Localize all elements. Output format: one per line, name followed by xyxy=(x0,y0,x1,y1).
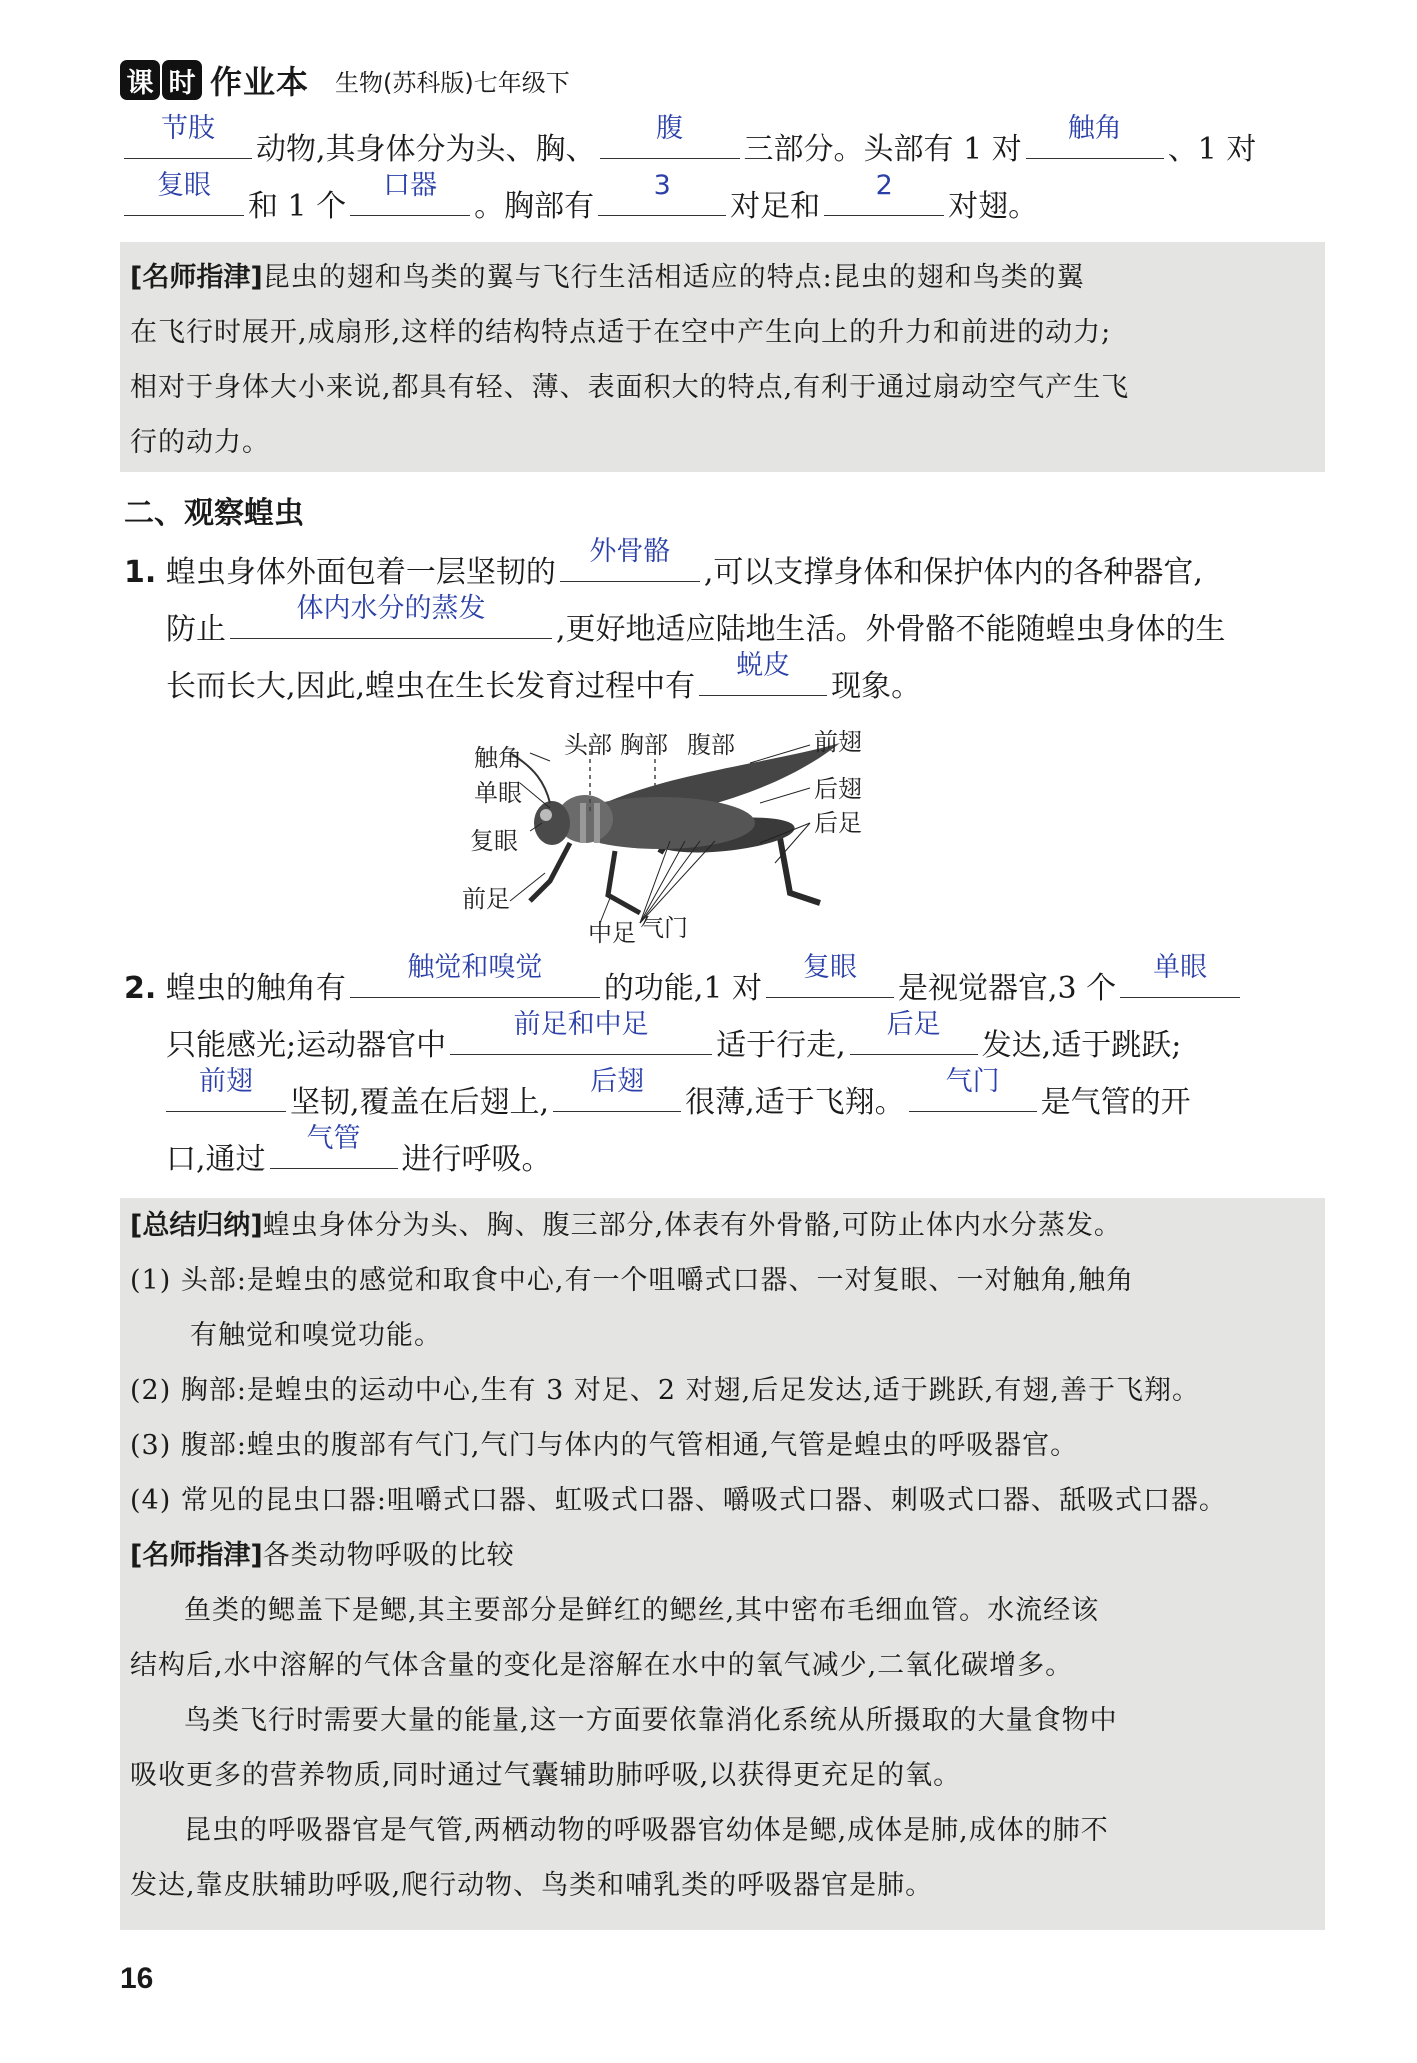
answer-blank[interactable] xyxy=(699,650,827,696)
answer-blank[interactable] xyxy=(824,170,944,216)
para1-line2 xyxy=(124,170,1039,230)
answer-text: 前足和中足 xyxy=(513,1009,649,1040)
answer-text: 单眼 xyxy=(1153,952,1208,983)
tip2-line: 结构后,水中溶解的气体含量的变化是溶解在水中的氧气减少,二氧化碳增多。 xyxy=(130,1650,1074,1681)
summary-line xyxy=(130,1206,1122,1246)
text: 只能感光;运动器官中 xyxy=(166,1028,447,1063)
text: 蝗虫的触角有 xyxy=(165,971,346,1006)
text: 口,通过 xyxy=(166,1142,266,1177)
section-title: 二、观察蝗虫 xyxy=(124,496,304,531)
tip-line: 行的动力。 xyxy=(130,427,270,458)
book-logo xyxy=(120,60,202,100)
answer-text: 外骨骼 xyxy=(589,536,671,567)
answer-text: 复眼 xyxy=(803,952,857,983)
answer-text: 口器 xyxy=(383,170,438,201)
label-foreleg: 前足 xyxy=(462,885,510,913)
answer-blank[interactable] xyxy=(1120,952,1240,998)
text: 坚韧,覆盖在后翅上, xyxy=(290,1085,550,1120)
tip-tag: [名师指津] xyxy=(130,1540,263,1571)
subject-label: 生物(苏科版)七年级下 xyxy=(335,68,570,97)
answer-text: 3 xyxy=(653,170,671,201)
tip-tag: [名师指津] xyxy=(130,262,263,293)
label-compound-eye: 复眼 xyxy=(470,827,518,855)
text: 动物,其身体分为头、胸、 xyxy=(256,132,596,167)
tip2-heading xyxy=(130,1536,515,1576)
label-hindleg: 后足 xyxy=(814,809,862,837)
tip-line: 在飞行时展开,成扇形,这样的结构特点适于在空中产生向上的升力和前进的动力; xyxy=(130,317,1112,348)
tip2-line: 鸟类飞行时需要大量的能量,这一方面要依靠消化系统从所摄取的大量食物中 xyxy=(184,1705,1118,1736)
page-header xyxy=(120,56,570,104)
text: 蝗虫身体外面包着一层坚韧的 xyxy=(165,555,556,590)
text: 。胸部有 xyxy=(474,189,595,224)
teacher-tip-box xyxy=(120,242,1325,472)
logo-char-2: 时 xyxy=(162,60,202,100)
book-title: 作业本 xyxy=(210,63,310,101)
text: ,可以支撑身体和保护体内的各种器官, xyxy=(703,555,1203,590)
answer-text: 节肢 xyxy=(161,113,215,144)
summary-line: (3) 腹部:蝗虫的腹部有气门,气门与体内的气管相通,气管是蝗虫的呼吸器官。 xyxy=(130,1430,1079,1461)
text: 、1 对 xyxy=(1167,132,1257,167)
answer-text: 后翅 xyxy=(590,1066,645,1097)
answer-blank[interactable] xyxy=(766,952,894,998)
answer-blank[interactable] xyxy=(598,170,726,216)
answer-blank[interactable] xyxy=(553,1066,681,1112)
text: 是视觉器官,3 个 xyxy=(898,971,1117,1006)
answer-text: 前翅 xyxy=(199,1066,253,1097)
answer-blank[interactable] xyxy=(166,1066,286,1112)
text: 现象。 xyxy=(831,669,922,704)
answer-text: 复眼 xyxy=(157,170,211,201)
summary-text: 蝗虫身体分为头、胸、腹三部分,体表有外骨骼,可防止体内水分蒸发。 xyxy=(262,1210,1122,1241)
answer-blank[interactable] xyxy=(450,1009,712,1055)
answer-blank[interactable] xyxy=(850,1009,978,1055)
text: 对翅。 xyxy=(948,189,1039,224)
summary-line: (1) 头部:是蝗虫的感觉和取食中心,有一个咀嚼式口器、一对复眼、一对触角,触角 xyxy=(130,1265,1135,1296)
answer-blank[interactable] xyxy=(124,113,252,159)
answer-text: 触觉和嗅觉 xyxy=(407,952,543,983)
text: 的功能,1 对 xyxy=(603,971,762,1006)
label-midleg: 中足 xyxy=(588,919,636,947)
tip2-line: 吸收更多的营养物质,同时通过气囊辅助肺呼吸,以获得更充足的氧。 xyxy=(130,1760,962,1791)
tip2-line: 发达,靠皮肤辅助呼吸,爬行动物、鸟类和哺乳类的呼吸器官是肺。 xyxy=(130,1870,934,1901)
page-number: 16 xyxy=(120,1962,154,1995)
label-thorax: 胸部 xyxy=(620,731,668,759)
text: 发达,适于跳跃; xyxy=(981,1028,1182,1063)
label-forewing: 前翅 xyxy=(814,728,862,756)
tip-text: 昆虫的翅和鸟类的翼与飞行生活相适应的特点:昆虫的翅和鸟类的翼 xyxy=(262,262,1085,293)
text: 是气管的开 xyxy=(1040,1085,1191,1120)
answer-blank[interactable] xyxy=(600,113,740,159)
answer-text: 气管 xyxy=(306,1123,361,1154)
grasshopper-figure xyxy=(462,723,1010,948)
answer-blank[interactable] xyxy=(1026,113,1164,159)
tip2-line: 昆虫的呼吸器官是气管,两栖动物的呼吸器官幼体是鳃,成体是肺,成体的肺不 xyxy=(184,1815,1109,1846)
tip-title: 各类动物呼吸的比较 xyxy=(262,1540,515,1571)
answer-text: 后足 xyxy=(886,1009,941,1040)
label-antenna: 触角 xyxy=(474,744,522,772)
label-spiracle: 气门 xyxy=(640,914,688,942)
text: 很薄,适于飞翔。 xyxy=(685,1085,905,1120)
summary-line: (2) 胸部:是蝗虫的运动中心,生有 3 对足、2 对翅,后足发达,适于跳跃,有翅,善于飞翔。 xyxy=(130,1375,1200,1406)
answer-text: 蜕皮 xyxy=(736,650,791,681)
summary-line: (4) 常见的昆虫口器:咀嚼式口器、虹吸式口器、嚼吸式口器、刺吸式口器、舐吸式口器。 xyxy=(130,1485,1227,1516)
label-head: 头部 xyxy=(564,731,612,759)
text: 和 1 个 xyxy=(248,189,347,224)
label-simple-eye: 单眼 xyxy=(474,779,522,807)
answer-blank[interactable] xyxy=(350,170,470,216)
label-hindwing: 后翅 xyxy=(814,775,862,803)
label-abdomen: 腹部 xyxy=(687,731,735,759)
q1-line3 xyxy=(166,650,922,710)
answer-blank[interactable] xyxy=(124,170,244,216)
answer-blank[interactable] xyxy=(270,1123,398,1169)
answer-blank[interactable] xyxy=(350,952,600,998)
grasshopper-illustration xyxy=(510,743,840,913)
summary-line: 有触觉和嗅觉功能。 xyxy=(190,1320,442,1351)
answer-blank[interactable] xyxy=(560,536,700,582)
tip2-line: 鱼类的鳃盖下是鳃,其主要部分是鲜红的鳃丝,其中密布毛细血管。水流经该 xyxy=(184,1595,1100,1626)
logo-char-1: 课 xyxy=(120,60,160,100)
tip-line xyxy=(130,258,1085,298)
text: 防止 xyxy=(166,612,226,647)
question-number: 2. xyxy=(124,971,157,1006)
question-number: 1. xyxy=(124,555,157,590)
summary-tag: [总结归纳] xyxy=(130,1210,263,1241)
q1-line2 xyxy=(166,593,1226,653)
answer-text: 触角 xyxy=(1067,113,1122,144)
text: 进行呼吸。 xyxy=(401,1142,552,1177)
answer-text: 腹 xyxy=(656,113,684,144)
text: 长而长大,因此,蝗虫在生长发育过程中有 xyxy=(166,669,696,704)
answer-text: 2 xyxy=(875,170,893,201)
answer-text: 体内水分的蒸发 xyxy=(296,593,486,624)
text: 对足和 xyxy=(730,189,821,224)
q2-line4 xyxy=(166,1123,552,1183)
tip-line: 相对于身体大小来说,都具有轻、薄、表面积大的特点,有利于通过扇动空气产生飞 xyxy=(130,372,1130,403)
answer-blank[interactable] xyxy=(909,1066,1037,1112)
summary-box xyxy=(120,1198,1325,1930)
text: ,更好地适应陆地生活。外骨骼不能随蝗虫身体的生 xyxy=(556,612,1226,647)
text: 适于行走, xyxy=(716,1028,846,1063)
text: 三部分。头部有 1 对 xyxy=(743,132,1022,167)
answer-blank[interactable] xyxy=(230,593,552,639)
answer-text: 气门 xyxy=(945,1066,1000,1097)
